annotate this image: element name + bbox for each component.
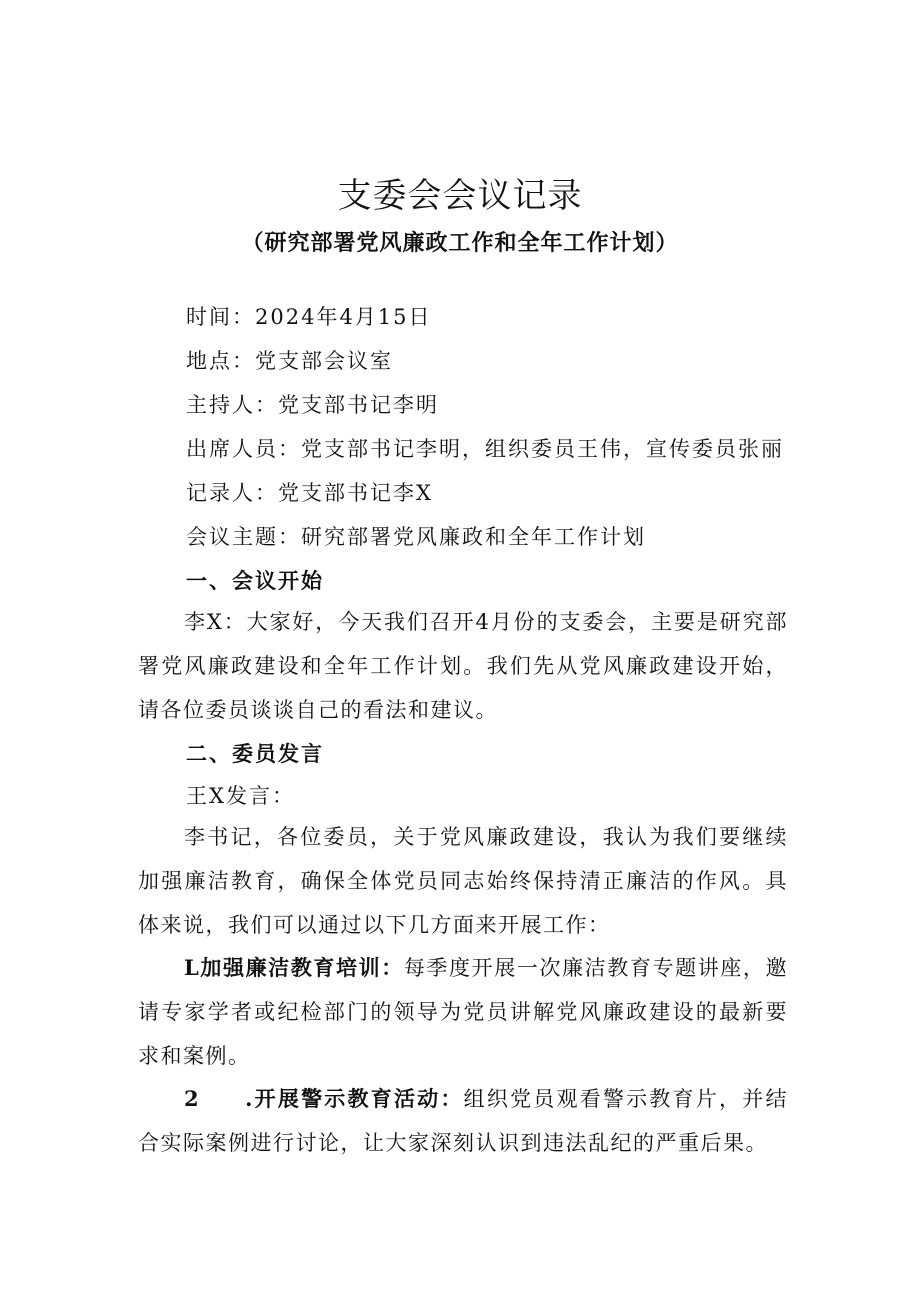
section-heading-opening: 一、会议开始 <box>186 568 324 593</box>
document-subtitle: （研究部署党风廉政工作和全年工作计划） <box>241 230 679 256</box>
meeting-time: 时间：2024年4月15日 <box>186 305 432 329</box>
list-item-2-text: 组织党员观看警示教育片，并结合实际案例进行讨论，让大家深刻认识到违法乱纪的严重后果。 <box>138 1087 788 1155</box>
speech-paragraph: 李书记，各位委员，关于党风廉政建设，我认为我们要继续加强廉洁教育，确保全体党员同志始终保持清正廉洁的作风。具体来说，我们可以通过以下几方面来开展工作： <box>138 825 788 937</box>
list-item-2 <box>138 1077 788 1165</box>
list-item-2-lead: 2 .开展警示教育活动： <box>184 1086 464 1111</box>
meeting-attendees: 出席人员：党支部书记李明，组织委员王伟，宣传委员张丽 <box>186 437 784 461</box>
meeting-host: 主持人：党支部书记李明 <box>186 393 439 417</box>
meeting-topic: 会议主题：研究部署党风廉政和全年工作计划 <box>186 525 646 549</box>
meeting-recorder: 记录人：党支部书记李X <box>186 481 433 505</box>
speaker-label: 王X发言： <box>186 784 295 808</box>
list-item-1-lead: L加强廉洁教育培训： <box>184 955 404 980</box>
list-item-1-text: 每季度开展一次廉洁教育专题讲座，邀请专家学者或纪检部门的领导为党员讲解党风廉政建设的最新要求和案例。 <box>138 956 789 1068</box>
list-item-1 <box>138 946 788 1078</box>
document-title: 支委会会议记录 <box>337 176 583 216</box>
section-heading-speeches: 二、委员发言 <box>186 741 324 766</box>
opening-paragraph: 李X：大家好，今天我们召开4月份的支委会，主要是研究部署党风廉政建设和全年工作计划。我们先从党风廉政建设开始，请各位委员谈谈自己的看法和建议。 <box>138 610 788 722</box>
meeting-location: 地点：党支部会议室 <box>186 349 393 373</box>
